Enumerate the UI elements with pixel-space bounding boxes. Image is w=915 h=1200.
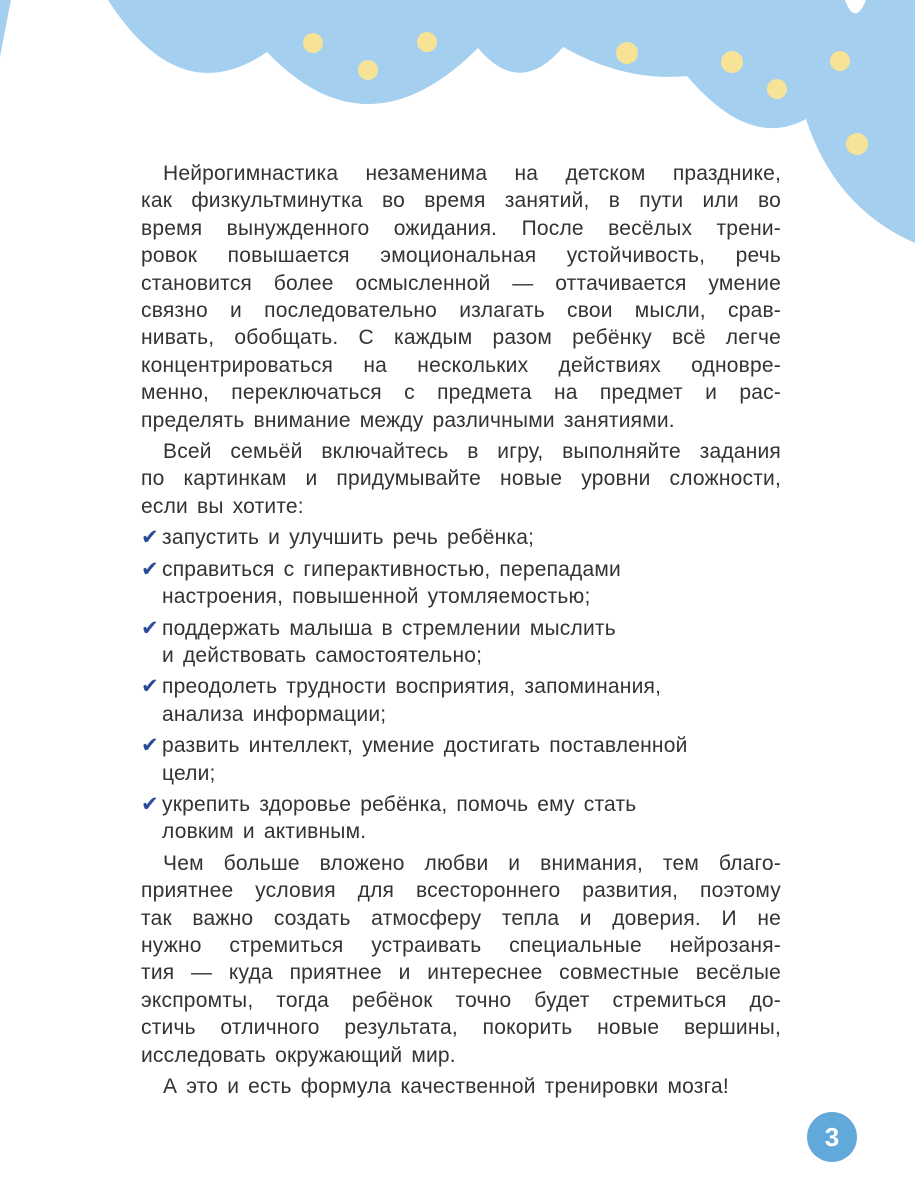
page-text — [141, 160, 781, 1100]
bullet-item — [141, 615, 781, 670]
text-line: менно, переключаться с предмета на предмет и рас- — [141, 381, 781, 405]
text-line: приятнее условия для всестороннего развития, поэтому — [141, 879, 781, 903]
page-number-badge — [807, 1112, 857, 1162]
text-line: ровок повышается эмоциональная устойчивость, речь — [141, 244, 781, 268]
cloud-dot — [846, 133, 868, 155]
text-line: преодолеть трудности восприятия, запоминания, — [162, 675, 662, 699]
page-number: 3 — [824, 1121, 840, 1152]
check-icon: ✔ — [141, 525, 159, 550]
cloud-dot — [767, 79, 787, 99]
cloud-dot — [721, 51, 743, 73]
text-line: справиться с гиперактивностью, перепадами — [162, 557, 621, 581]
text-line: концентрироваться на нескольких действиях одновре- — [141, 353, 781, 377]
text-line: время вынужденного ожидания. После весёлых трени- — [141, 216, 781, 240]
text-line: нивать, обобщать. С каждым разом ребёнку всё легче — [141, 326, 781, 350]
text-line: анализа информации; — [162, 702, 387, 726]
text-line: ловким и активным. — [162, 820, 367, 844]
text-line: если вы хотите: — [141, 494, 304, 518]
text-line: Всей семьёй включайтесь в игру, выполняйте задания — [163, 440, 781, 464]
bullet-item — [141, 524, 781, 551]
text-line: поддержать малыша в стремлении мыслить — [162, 616, 616, 640]
text-line: исследовать окружающий мир. — [141, 1043, 456, 1067]
text-line: так важно создать атмосферу тепла и доверия. И не — [141, 906, 781, 930]
bullet-item — [141, 556, 781, 611]
cloud-dot — [358, 60, 378, 80]
text-line: как физкультминутка во время занятий, в пути или во — [141, 189, 781, 213]
text-line: стичь отличного результата, покорить новые вершины, — [141, 1016, 781, 1040]
cloud-corner-shape — [0, 0, 11, 57]
paragraph — [141, 850, 781, 1069]
text-line: и действовать самостоятельно; — [162, 643, 483, 667]
text-line: настроения, повышенной утомляемостью; — [162, 585, 591, 609]
bullet-item — [141, 791, 781, 846]
text-line: пределять внимание между различными занятиями. — [141, 408, 675, 432]
bullet-item — [141, 732, 781, 787]
check-icon: ✔ — [141, 791, 159, 816]
paragraph — [141, 1073, 781, 1100]
paragraph — [141, 438, 781, 520]
check-icon: ✔ — [141, 615, 159, 640]
text-line: развить интеллект, умение достигать поставленной — [162, 734, 688, 758]
text-line: укрепить здоровье ребёнка, помочь ему стать — [162, 792, 637, 816]
text-line: становится более осмысленной — оттачивается умение — [141, 271, 781, 295]
text-line: нужно стремиться устраивать специальные нейрозаня- — [141, 933, 781, 957]
cloud-dot — [616, 42, 638, 64]
text-line: Чем больше вложено любви и внимания, тем благо- — [163, 851, 781, 875]
text-line: цели; — [162, 761, 216, 785]
text-line: по картинкам и придумывайте новые уровни сложности, — [141, 467, 781, 491]
check-icon: ✔ — [141, 733, 159, 758]
cloud-dot — [830, 51, 850, 71]
check-icon: ✔ — [141, 556, 159, 581]
check-icon: ✔ — [141, 674, 159, 699]
text-line: связно и последовательно излагать свои мысли, срав- — [141, 299, 781, 323]
cloud-dot — [417, 32, 437, 52]
text-line: А это и есть формула качественной тренировки мозга! — [163, 1075, 729, 1098]
text-line: запустить и улучшить речь ребёнка; — [162, 526, 535, 550]
text-line: экспромты, тогда ребёнок точно будет стремиться до- — [141, 988, 781, 1012]
text-line: Нейрогимнастика незаменима на детском празднике, — [163, 162, 781, 185]
text-line: тия — куда приятнее и интереснее совместные весёлые — [141, 961, 781, 985]
cloud-dot — [303, 33, 323, 53]
paragraph — [141, 160, 781, 434]
bullet-item — [141, 673, 781, 728]
